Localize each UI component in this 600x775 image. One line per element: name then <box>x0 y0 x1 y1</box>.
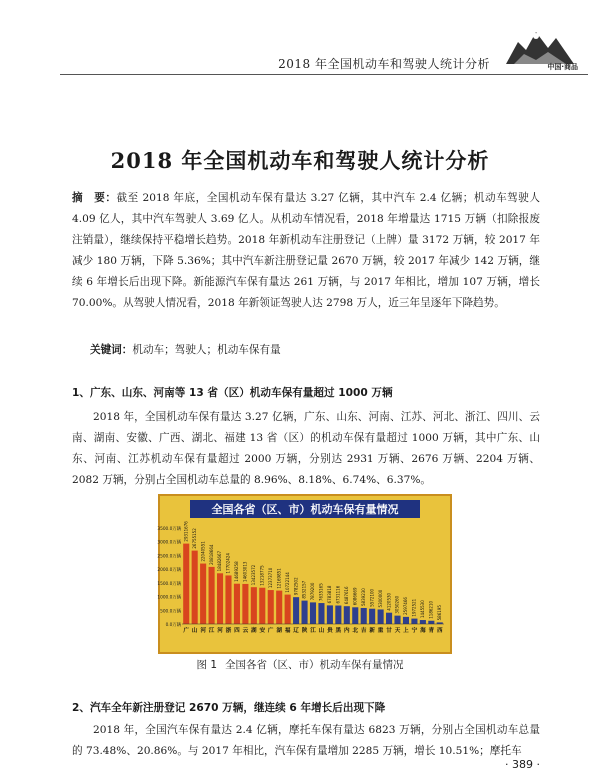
bar <box>378 609 384 624</box>
bar-value-label: 1972521 <box>411 598 417 617</box>
bar-value-label: 1186210 <box>428 600 434 619</box>
x-tick-label: 湖 <box>251 628 257 634</box>
bar <box>192 551 198 624</box>
x-tick-label: 河 <box>217 628 223 634</box>
x-tick-label: 福 <box>284 628 291 634</box>
y-tick-label: 3500.0万辆 <box>157 527 181 532</box>
bar-value-label: 586195 <box>436 605 442 621</box>
y-tick-label: 2000.0万辆 <box>157 568 181 574</box>
bar-value-label: 14603013 <box>242 561 248 582</box>
bar-value-label: 6086669 <box>352 587 358 606</box>
bar-value-label: 17702424 <box>225 553 231 574</box>
bar <box>200 564 206 624</box>
x-tick-label: 广 <box>183 628 190 634</box>
article-title: 2018 年全国机动车和驾驶人统计分析 <box>110 148 490 173</box>
x-tick-label: 广 <box>267 628 274 634</box>
bar <box>302 601 308 624</box>
bar-chart <box>157 496 450 652</box>
x-tick-label: 甘 <box>386 628 392 634</box>
figure-caption <box>0 657 600 672</box>
y-tick-label: 2500.0万辆 <box>157 554 181 560</box>
bar <box>369 609 375 624</box>
logo-text: 中国·商品 <box>547 63 578 71</box>
x-tick-label: 浙 <box>225 628 232 634</box>
x-tick-label: 重 <box>377 628 384 634</box>
bar-value-label: 7635165 <box>318 583 324 602</box>
x-tick-label: 黑 <box>335 628 342 634</box>
section-1-paragraph: 2018 年，全国机动车保有量达 3.27 亿辆，广东、山东、河南、江苏、河北、浙江、四川、云南、湖南、安徽、广西、湖北、福建 13 省（区）的机动车保有量超过 1000 万辆，其中广东、山东、河南、江苏机动车保有量超过 2000 万辆，分别达 2931 万辆、2676 万辆、2204 万辆、2082 万辆，分别占全国机动车总量的 8.96%、8.18%、6.74%、6.37%。 <box>72 411 540 486</box>
bar-value-label: 1445530 <box>420 600 426 619</box>
x-tick-label: 新 <box>369 628 375 634</box>
abstract-label: 摘 要： <box>72 192 117 204</box>
x-tick-label: 云 <box>242 628 249 634</box>
header-rule <box>60 74 588 75</box>
bar <box>259 588 265 624</box>
bar <box>394 616 400 624</box>
bar <box>361 608 367 624</box>
x-tick-label: 湖 <box>276 628 282 634</box>
keywords <box>90 342 281 357</box>
bar-value-label: 6731116 <box>335 585 341 604</box>
x-tick-label: 河 <box>200 628 206 634</box>
x-tick-label: 山 <box>318 628 325 634</box>
bar-value-label: 6487616 <box>344 586 350 605</box>
bar <box>217 573 223 624</box>
bar <box>335 606 341 624</box>
bar <box>420 620 426 624</box>
bar-value-label: 26755152 <box>191 528 197 549</box>
x-tick-label: 西 <box>436 628 443 634</box>
y-tick-label: 1500.0万辆 <box>157 581 181 587</box>
x-tick-label: 贵 <box>327 628 333 634</box>
keywords-text: 机动车；驾驶人；机动车保有量 <box>132 344 281 356</box>
bar <box>234 584 240 624</box>
bar-value-label: 5572100 <box>369 588 375 607</box>
bar-value-label: 10722144 <box>284 572 290 593</box>
chart-title: 全国各省（区、市）机动车保有量情况 <box>211 503 399 516</box>
x-tick-label: 山 <box>191 628 198 634</box>
y-tick-label: 0.0万辆 <box>165 623 181 628</box>
y-tick-label: 500.0万辆 <box>160 609 181 615</box>
section-1-heading: 1、广东、山东、河南等 13 省（区）机动车保有量超过 1000 万辆 <box>72 387 393 399</box>
bar-value-label: 7879200 <box>310 582 316 601</box>
bar-value-label: 18482667 <box>217 550 223 572</box>
bar <box>386 613 392 624</box>
bar <box>225 575 231 624</box>
bar-value-label: 4120530 <box>386 592 392 611</box>
x-tick-label: 青 <box>428 628 435 634</box>
bar-value-label: 8532157 <box>301 580 307 599</box>
bar-value-label: 2597466 <box>403 597 409 615</box>
y-tick-label: 1000.0万辆 <box>157 595 181 601</box>
x-tick-label: 天 <box>394 628 401 634</box>
bar-value-label: 5300000 <box>377 589 383 608</box>
abstract-text: 截至 2018 年底，全国机动车保有量达 3.27 亿辆，其中汽车 2.4 亿辆；机动车驾驶人 4.09 亿人，其中汽车驾驶人 3.69 亿人。从机动车情况看，2018 年增量达 1715 万辆（扣除报废注销量），继续保持平稳增长趋势。2018 年新机动车注册登记（上牌）量 3172 万辆，较 2017 年减少 180 万辆，下降 5.36%；其中汽车新注册登记量 2670 万辆，较 2017 年减少 142 万辆，继续 6 年增长后出现下降。新能源汽车保有量达 261 万辆，与 2017 年相比，增加 107 万辆，增长 70.00%。从驾驶人情况看，2018 年新领证驾驶人达 2798 万人，近三年呈逐年下降趋势。 <box>72 192 540 309</box>
bar <box>352 607 358 624</box>
bar <box>411 619 417 624</box>
running-title: 2018 年全国机动车和驾驶人统计分析 <box>278 57 490 71</box>
bar-value-label: 9782502 <box>293 577 299 596</box>
bar-value-label: 13218775 <box>259 565 265 586</box>
bar <box>285 595 291 624</box>
bar <box>318 603 324 624</box>
bar-value-label: 22040551 <box>200 541 206 562</box>
bar <box>403 617 409 624</box>
keywords-label: 关键词： <box>90 344 133 356</box>
section-2-paragraph: 2018 年，全国汽车保有量达 2.4 亿辆，摩托车保有量达 6823 万辆，分别占全国机动车总量的 73.48%、20.86%。与 2017 年相比，汽车保有量增加 2285 万辆，增长 10.51%；摩托车 <box>72 724 540 757</box>
x-tick-label: 陕 <box>301 628 308 634</box>
x-tick-label: 江 <box>208 628 215 634</box>
bar <box>242 584 248 624</box>
bar-value-label: 29311676 <box>183 521 189 542</box>
abstract <box>72 188 540 314</box>
x-tick-label: 吉 <box>360 628 367 634</box>
x-tick-label: 四 <box>234 628 240 634</box>
bar-value-label: 3050260 <box>394 595 400 614</box>
page-number: · 389 · <box>505 758 540 771</box>
bar-value-label: 13423572 <box>251 564 257 586</box>
x-tick-label: 安 <box>259 628 266 634</box>
bar-value-label: 20818664 <box>208 544 214 565</box>
bar <box>276 591 282 624</box>
bar <box>209 567 215 624</box>
bar-value-label: 14689258 <box>234 561 240 582</box>
bar <box>183 544 189 624</box>
x-tick-label: 北 <box>352 628 359 634</box>
bar-value-label: 6783818 <box>327 585 333 604</box>
x-tick-label: 江 <box>310 628 316 634</box>
x-tick-label: 内 <box>344 628 350 634</box>
bar-value-label: 12373710 <box>267 567 273 589</box>
x-tick-label: 辽 <box>293 628 299 634</box>
x-tick-label: 海 <box>420 628 426 634</box>
figure-number: 图 1 <box>196 659 218 671</box>
x-tick-label: 宁 <box>411 628 418 634</box>
figure-1-chart <box>158 494 452 654</box>
bar <box>344 606 350 624</box>
bar-value-label: 12169851 <box>276 568 282 589</box>
bar-value-label: 5839230 <box>360 588 366 606</box>
bar <box>327 605 333 624</box>
bar <box>310 602 316 624</box>
y-tick-label: 3000.0万辆 <box>157 540 181 546</box>
bar <box>251 587 257 624</box>
section-2-heading: 2、汽车全年新注册登记 2670 万辆，继连续 6 年增长后出现下降 <box>72 702 386 714</box>
figure-caption-text: 全国各省（区、市）机动车保有量情况 <box>225 659 404 671</box>
bar <box>293 597 299 624</box>
bar <box>268 590 274 624</box>
running-head <box>0 0 600 78</box>
bar <box>428 621 434 624</box>
x-tick-label: 上 <box>403 628 409 634</box>
